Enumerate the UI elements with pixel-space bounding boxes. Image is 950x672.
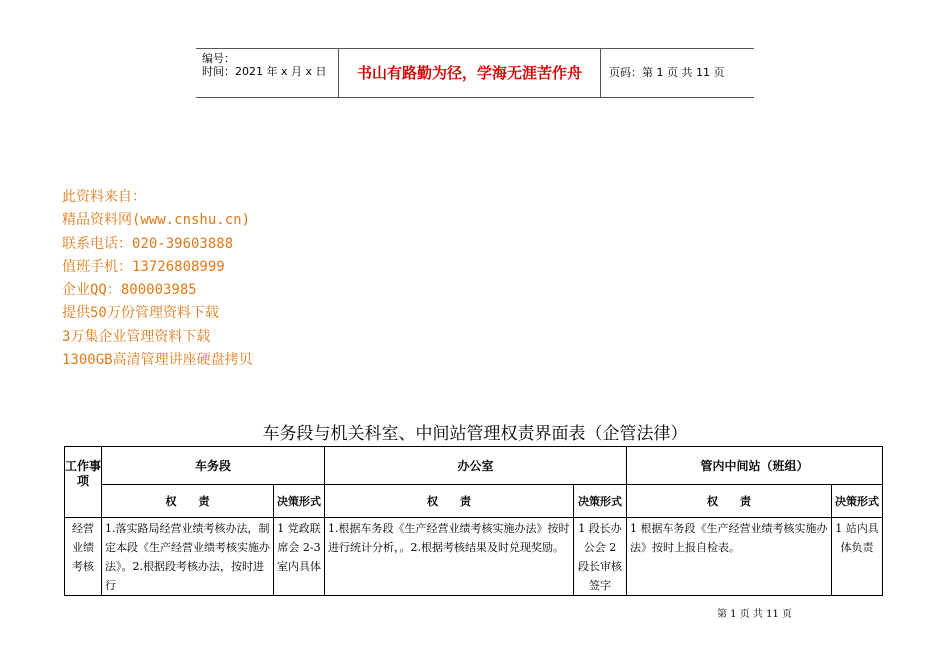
work-item-header: 工作事项: [65, 447, 102, 518]
row-c1-decision-text: 1 党政联席会 2-3 室内具体: [277, 522, 321, 573]
promo-line: 1300GB高清管理讲座硬盘拷贝: [62, 352, 253, 369]
page-footer: 第 1 页 共 11 页: [717, 609, 792, 620]
group-header-station: 管内中间站（班组）: [627, 447, 883, 485]
row-c1-power-text: 1.落实路局经营业绩考核办法，制定本段《生产经营业绩考核实施办法》。2.根据段考核办法，按时进行: [105, 522, 270, 592]
row-c3-decision: [832, 518, 883, 596]
row-item: [65, 518, 102, 596]
responsibility-table: [64, 446, 883, 596]
row-c2-decision-text: 1 段长办公会 2 段长审核签字: [578, 522, 622, 592]
document-header: [196, 48, 754, 98]
table-row: [65, 518, 883, 596]
group-header-office: 办公室: [325, 447, 627, 485]
promo-line: 提供50万份管理资料下载: [62, 305, 219, 322]
promo-line: 精品资料网(www.cnshu.cn): [62, 212, 251, 229]
row-item-text: 经营业绩考核: [72, 522, 94, 573]
header-page-label: 页码：第 1 页 共 11 页: [609, 66, 725, 79]
promo-line: 值班手机：13726808999: [62, 258, 225, 275]
group-header-duanwu: 车务段: [102, 447, 325, 485]
power-header: 权 责: [627, 485, 832, 518]
promo-line: 企业QQ：800003985: [62, 282, 197, 299]
header-left-cell: [196, 49, 338, 97]
number-label: 编号：: [202, 52, 235, 65]
header-motto: 书山有路勤为径，学海无涯苦作舟: [338, 49, 601, 97]
power-header: 权 责: [102, 485, 274, 518]
row-c1-decision: [274, 518, 325, 596]
time-label: 时间：2021 年 x 月 x 日: [202, 65, 327, 78]
promo-line: 3万集企业管理资料下载: [62, 328, 211, 345]
row-c2-power-text: 1.根据车务段《生产经营业绩考核实施办法》按时进行统计分析，。2.根据考核结果及时兑现奖励。: [328, 522, 570, 554]
promo-block: [62, 186, 253, 372]
decision-header: 决策形式: [274, 485, 325, 518]
promo-line: 联系电话：020-39603888: [62, 235, 234, 252]
row-c2-decision: [574, 518, 627, 596]
decision-header: 决策形式: [832, 485, 883, 518]
row-c3-power-text: 1 根据车务段《生产经营业绩考核实施办法》按时上报自检表。: [630, 522, 828, 554]
decision-header: 决策形式: [574, 485, 627, 518]
promo-line: 此资料来自：: [62, 189, 146, 205]
table-title: 车务段与机关科室、中间站管理权责界面表（企管法律）: [262, 424, 688, 444]
row-c2-power: [325, 518, 574, 596]
row-c1-power: [102, 518, 274, 596]
power-header: 权 责: [325, 485, 574, 518]
row-c3-power: [627, 518, 832, 596]
row-c3-decision-text: 1 站内具体负责: [835, 522, 879, 554]
